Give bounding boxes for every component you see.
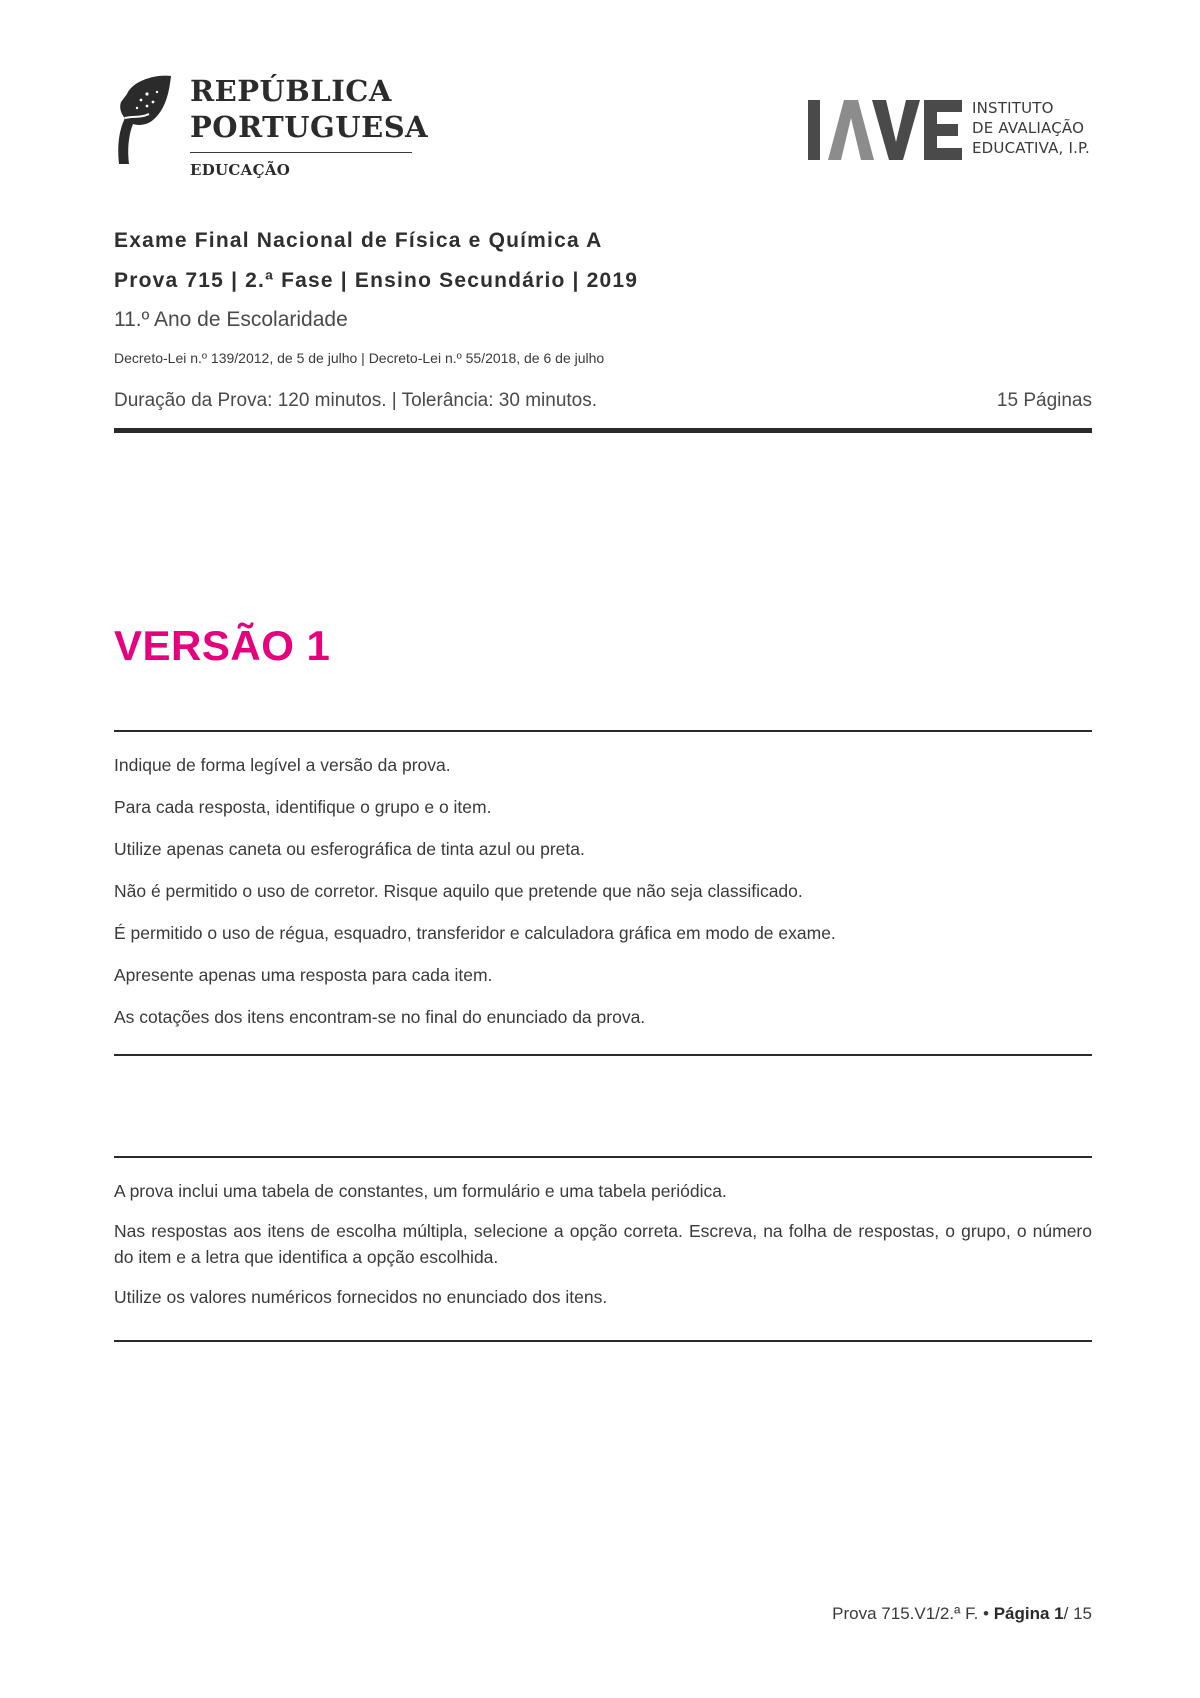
iave-logo (806, 98, 1096, 168)
republica-portuguesa-logo (113, 72, 429, 192)
exam-page-count: 15 Páginas (996, 390, 1092, 411)
note-item: A prova inclui uma tabela de constantes, um formulário e uma tabela periódica. (114, 1181, 727, 1201)
exam-duration: Duração da Prova: 120 minutos. | Tolerância: 30 minutos. (114, 390, 598, 411)
iave-institute-name (972, 98, 1090, 158)
instruction-item: As cotações dos itens encontram-se no final do enunciado da prova. (114, 1007, 646, 1027)
exam-decree: Decreto-Lei n.º 139/2012, de 5 de julho | Decreto-Lei n.º 55/2018, de 6 de julho (114, 350, 605, 366)
page-footer (832, 1604, 1092, 1624)
instruction-item: Indique de forma legível a versão da prova. (114, 755, 451, 775)
instructions-top-rule (114, 730, 1092, 732)
logo-department: EDUCAÇÃO (190, 161, 291, 179)
logo-divider (190, 152, 412, 153)
notes-bottom-rule (114, 1340, 1092, 1342)
exam-code-line: Prova 715 | 2.ª Fase | Ensino Secundário | 2019 (114, 269, 639, 292)
exam-grade: 11.º Ano de Escolaridade (114, 308, 348, 331)
footer-suffix: / 15 (1063, 1604, 1092, 1623)
footer-prefix: Prova 715.V1/2.ª F. • (832, 1604, 994, 1623)
instruction-item: Utilize apenas caneta ou esferográfica de tinta azul ou preta. (114, 839, 585, 859)
notes-top-rule (114, 1156, 1092, 1158)
logo-line-portuguesa: PORTUGUESA (190, 110, 429, 144)
instructions-block-1 (114, 752, 1092, 1046)
iave-line-1: INSTITUTO (972, 99, 1054, 117)
instruction-item: É permitido o uso de régua, esquadro, transferidor e calculadora gráfica em modo de exame. (114, 923, 836, 943)
footer-page-label: Página 1 (993, 1604, 1064, 1623)
portugal-republic-emblem-icon (113, 74, 173, 166)
logo-line-republica: REPÚBLICA (190, 74, 392, 108)
instructions-block-2 (114, 1178, 1092, 1324)
iave-line-3: EDUCATIVA, I.P. (972, 139, 1090, 157)
iave-wordmark-icon (806, 98, 966, 162)
exam-version: VERSÃO 1 (114, 622, 331, 669)
instruction-item: Apresente apenas uma resposta para cada item. (114, 965, 493, 985)
instruction-item: Para cada resposta, identifique o grupo e o item. (114, 797, 492, 817)
instructions-bottom-rule (114, 1054, 1092, 1056)
header-divider (114, 428, 1092, 433)
iave-line-2: DE AVALIAÇÃO (972, 119, 1085, 137)
note-item: Utilize os valores numéricos fornecidos no enunciado dos itens. (114, 1287, 608, 1307)
note-item: Nas respostas aos itens de escolha múltipla, selecione a opção correta. Escreva, na folha de respostas, o grupo, o número do item e a letra que identifica a opção escolhida. (114, 1221, 1092, 1267)
exam-title: Exame Final Nacional de Física e Química A (114, 229, 603, 252)
instruction-item: Não é permitido o uso de corretor. Risque aquilo que pretende que não seja classificado. (114, 881, 803, 901)
